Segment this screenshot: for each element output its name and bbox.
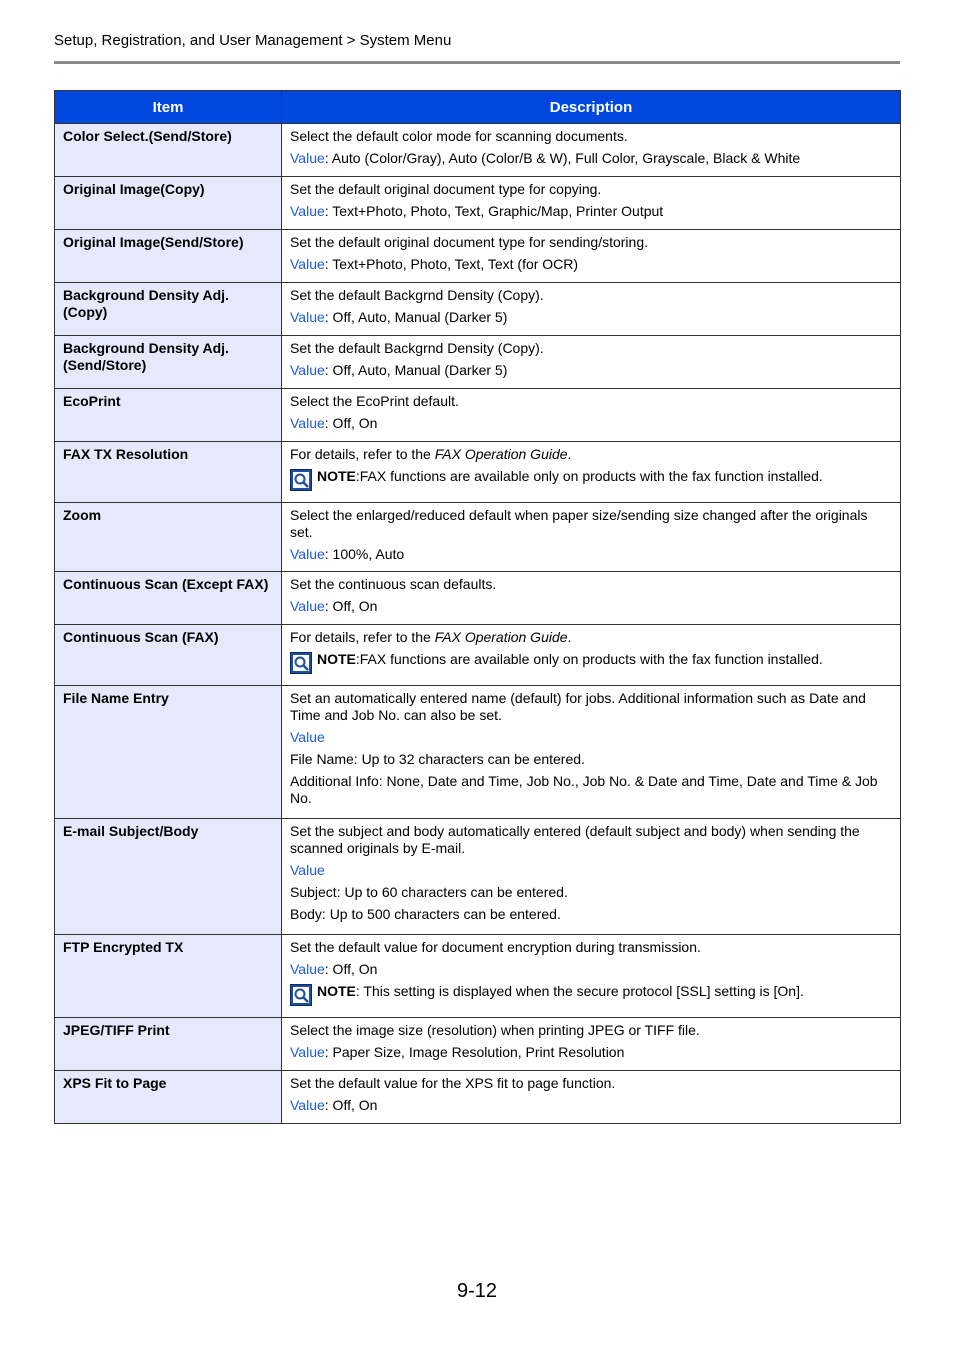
table-row xyxy=(55,336,901,389)
value-line xyxy=(290,150,892,167)
description-text: Set the default value for document encryption during transmission. xyxy=(290,939,701,955)
value-line xyxy=(290,362,892,379)
item-name: FAX TX Resolution xyxy=(55,442,282,503)
note-content xyxy=(317,651,823,668)
table-row xyxy=(55,442,901,503)
item-name: Background Density Adj. (Copy) xyxy=(55,283,282,336)
table-row xyxy=(55,1018,901,1071)
item-description xyxy=(282,283,901,336)
note xyxy=(290,651,892,674)
item-description xyxy=(282,1071,901,1124)
value-text: : Text+Photo, Photo, Text, Graphic/Map, Printer Output xyxy=(324,203,664,219)
value-text: : Off, Auto, Manual (Darker 5) xyxy=(324,309,508,325)
value-text: : Auto (Color/Gray), Auto (Color/B & W), Full Color, Grayscale, Black & White xyxy=(324,150,801,166)
value-label: Value xyxy=(290,729,325,745)
value-text: : Off, On xyxy=(324,961,378,977)
item-description xyxy=(282,686,901,819)
item-description xyxy=(282,572,901,625)
value-text: : Off, On xyxy=(324,598,378,614)
description-text xyxy=(290,446,892,463)
table-row xyxy=(55,389,901,442)
item-description xyxy=(282,503,901,572)
item-description xyxy=(282,442,901,503)
item-name: Zoom xyxy=(55,503,282,572)
table-row xyxy=(55,1071,901,1124)
note xyxy=(290,468,892,491)
note-text: : This setting is displayed when the secure protocol [SSL] setting is [On]. xyxy=(355,983,804,999)
breadcrumb: Setup, Registration, and User Management > System Menu xyxy=(54,32,452,49)
table-row xyxy=(55,124,901,177)
description-text: Set the default Backgrnd Density (Copy). xyxy=(290,340,544,356)
value-line xyxy=(290,309,892,326)
value-line xyxy=(290,415,892,432)
value-label: Value xyxy=(290,309,325,325)
value-line xyxy=(290,598,892,615)
note-text: :FAX functions are available only on products with the fax function installed. xyxy=(355,651,823,667)
item-description xyxy=(282,1018,901,1071)
value-label: Value xyxy=(290,1044,325,1060)
note-icon xyxy=(290,652,312,674)
item-name: JPEG/TIFF Print xyxy=(55,1018,282,1071)
value-detail: Body: Up to 500 characters can be entered. xyxy=(290,906,561,922)
value-label: Value xyxy=(290,362,325,378)
value-label: Value xyxy=(290,415,325,431)
item-name: Original Image(Copy) xyxy=(55,177,282,230)
value-line xyxy=(290,1097,892,1114)
description-text: Select the default color mode for scanning documents. xyxy=(290,128,628,144)
guide-reference: FAX Operation Guide xyxy=(434,629,568,645)
page-number: 9-12 xyxy=(456,1280,498,1302)
description-text: Select the EcoPrint default. xyxy=(290,393,459,409)
value-label: Value xyxy=(290,546,325,562)
description-text: Set an automatically entered name (default) for jobs. Additional information such as Date and Time and Job No. can also be set. xyxy=(290,690,866,723)
value-text: : Paper Size, Image Resolution, Print Resolution xyxy=(324,1044,625,1060)
note-icon xyxy=(290,984,312,1006)
table-row xyxy=(55,686,901,819)
description-text: Set the default original document type for copying. xyxy=(290,181,602,197)
description-prefix: For details, refer to the xyxy=(290,629,435,645)
value-line xyxy=(290,1044,892,1061)
description-prefix: For details, refer to the xyxy=(290,446,435,462)
value-text: : Off, Auto, Manual (Darker 5) xyxy=(324,362,508,378)
value-label: Value xyxy=(290,598,325,614)
description-text: Select the image size (resolution) when printing JPEG or TIFF file. xyxy=(290,1022,700,1038)
item-name: E-mail Subject/Body xyxy=(55,819,282,935)
value-text: : Off, On xyxy=(324,1097,378,1113)
note-label: NOTE xyxy=(317,468,356,484)
item-name: FTP Encrypted TX xyxy=(55,935,282,1018)
value-label: Value xyxy=(290,203,325,219)
value-label: Value xyxy=(290,862,325,878)
item-name: Original Image(Send/Store) xyxy=(55,230,282,283)
item-description xyxy=(282,389,901,442)
item-name: File Name Entry xyxy=(55,686,282,819)
column-header-description: Description xyxy=(282,91,901,124)
table-row xyxy=(55,177,901,230)
item-name: EcoPrint xyxy=(55,389,282,442)
table-row xyxy=(55,819,901,935)
value-text: : 100%, Auto xyxy=(324,546,405,562)
description-text: Set the default original document type for sending/storing. xyxy=(290,234,648,250)
system-menu-table xyxy=(54,90,901,1124)
description-text xyxy=(290,629,892,646)
description-suffix: . xyxy=(567,629,572,645)
header-divider xyxy=(54,61,900,64)
item-name: XPS Fit to Page xyxy=(55,1071,282,1124)
description-text: Select the enlarged/reduced default when paper size/sending size changed after the originals set. xyxy=(290,507,868,540)
description-text: Set the default value for the XPS fit to page function. xyxy=(290,1075,616,1091)
item-description xyxy=(282,625,901,686)
item-description xyxy=(282,336,901,389)
guide-reference: FAX Operation Guide xyxy=(434,446,568,462)
value-line xyxy=(290,203,892,220)
item-description xyxy=(282,177,901,230)
description-text: Set the continuous scan defaults. xyxy=(290,576,497,592)
table-row xyxy=(55,283,901,336)
item-name: Continuous Scan (Except FAX) xyxy=(55,572,282,625)
item-description xyxy=(282,124,901,177)
item-name: Color Select.(Send/Store) xyxy=(55,124,282,177)
note-icon xyxy=(290,469,312,491)
description-suffix: . xyxy=(567,446,572,462)
item-name: Continuous Scan (FAX) xyxy=(55,625,282,686)
note-content xyxy=(317,983,804,1000)
note-content xyxy=(317,468,823,485)
value-detail: File Name: Up to 32 characters can be entered. xyxy=(290,751,585,767)
value-label: Value xyxy=(290,256,325,272)
table-header-row xyxy=(55,91,901,124)
value-text: : Text+Photo, Photo, Text, Text (for OCR) xyxy=(324,256,579,272)
item-description xyxy=(282,230,901,283)
table-row xyxy=(55,230,901,283)
table-row xyxy=(55,625,901,686)
table-row xyxy=(55,935,901,1018)
note xyxy=(290,983,892,1006)
value-line xyxy=(290,256,892,273)
description-text: Set the default Backgrnd Density (Copy). xyxy=(290,287,544,303)
column-header-item: Item xyxy=(55,91,282,124)
table-row xyxy=(55,572,901,625)
item-description xyxy=(282,819,901,935)
value-detail: Additional Info: None, Date and Time, Job No., Job No. & Date and Time, Date and Time & Job No. xyxy=(290,773,878,806)
note-text: :FAX functions are available only on products with the fax function installed. xyxy=(355,468,823,484)
value-detail: Subject: Up to 60 characters can be entered. xyxy=(290,884,568,900)
table-row xyxy=(55,503,901,572)
value-line xyxy=(290,961,892,978)
note-label: NOTE xyxy=(317,983,356,999)
value-label: Value xyxy=(290,150,325,166)
value-line xyxy=(290,546,892,563)
item-description xyxy=(282,935,901,1018)
value-label: Value xyxy=(290,1097,325,1113)
item-name: Background Density Adj. (Send/Store) xyxy=(55,336,282,389)
note-label: NOTE xyxy=(317,651,356,667)
value-text: : Off, On xyxy=(324,415,378,431)
description-text: Set the subject and body automatically entered (default subject and body) when sending the scanned originals by E-mail. xyxy=(290,823,860,856)
value-label: Value xyxy=(290,961,325,977)
